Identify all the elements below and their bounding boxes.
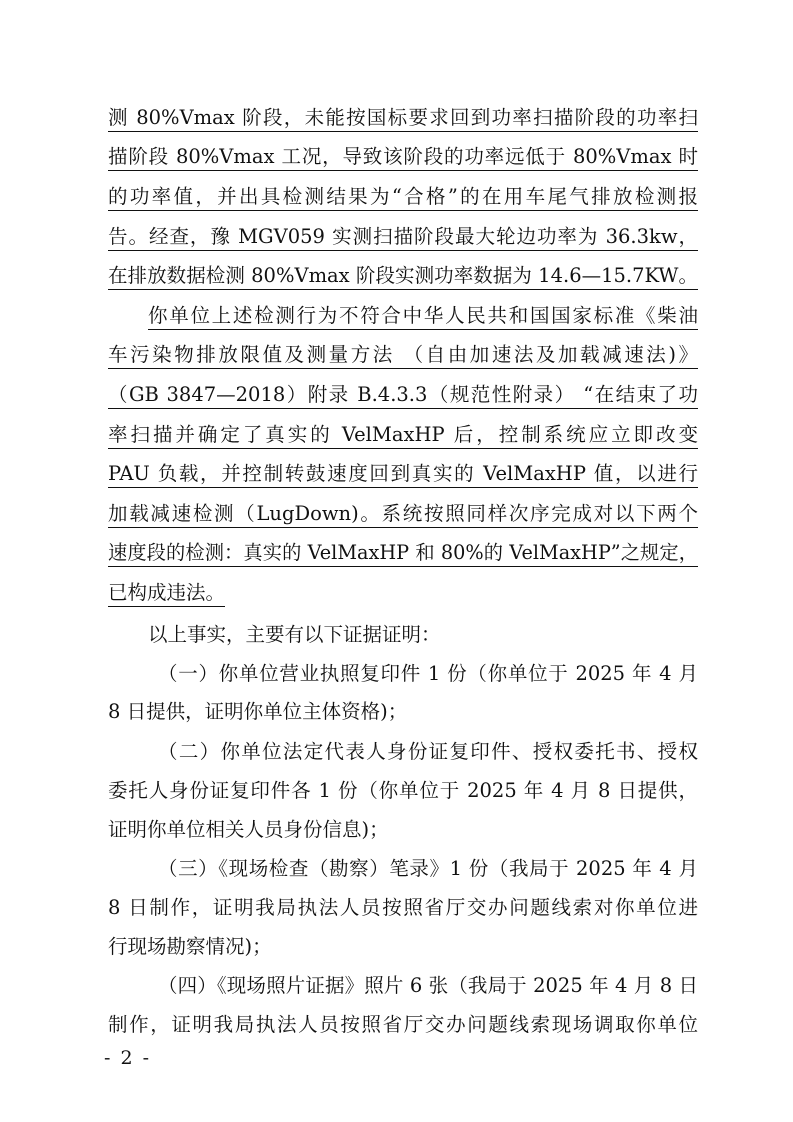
- legal-basis-line-1: 你单位上述检测行为不符合中华人民共和国国家标准《柴油: [148, 304, 698, 328]
- legal-basis-line-4: 率扫描并确定了真实的 VelMaxHP 后，控制系统应立即改变: [108, 423, 698, 447]
- evidence-item-4-line-2: 制作，证明我局执法人员按照省厅交办问题线索现场调取你单位: [108, 1013, 698, 1036]
- legal-basis-line-6: 加载减速检测（LugDown)。系统按照同样次序完成对以下两个: [108, 502, 698, 526]
- violation-line-3: 的功率值，并出具检测结果为“合格”的在用车尾气排放检测报: [108, 185, 698, 209]
- evidence-item-3-line-1: （三）《现场检查（勘察）笔录》1 份（我局于 2025 年 4 月: [158, 857, 698, 880]
- page-number: - 2 -: [104, 1047, 152, 1069]
- legal-basis-line-8: 已构成违法。: [108, 581, 698, 605]
- evidence-item-2-line-3: 证明你单位相关人员身份信息)；: [108, 818, 389, 841]
- violation-line-2: 描阶段 80%Vmax 工况，导致该阶段的功率远低于 80%Vmax 时: [108, 145, 698, 169]
- evidence-item-2-line-1: （二）你单位法定代表人身份证复印件、授权委托书、授权: [158, 740, 698, 763]
- evidence-item-3-line-2: 8 日制作，证明我局执法人员按照省厅交办问题线索对你单位进: [108, 896, 698, 919]
- legal-basis-line-7: 速度段的检测：真实的 VelMaxHP 和 80%的 VelMaxHP”之规定，: [108, 541, 698, 565]
- evidence-intro: 以上事实，主要有以下证据证明：: [148, 623, 441, 646]
- evidence-item-4-line-1: （四）《现场照片证据》照片 6 张（我局于 2025 年 4 月 8 日: [158, 974, 698, 997]
- evidence-item-3-line-3: 行现场勘察情况)；: [108, 935, 272, 958]
- violation-line-5: 在排放数据检测 80%Vmax 阶段实测功率数据为 14.6—15.7KW。: [108, 264, 698, 288]
- evidence-item-1-line-2: 8 日提供，证明你单位主体资格)；: [108, 700, 408, 723]
- legal-basis-line-2: 车污染物排放限值及测量方法 （自由加速法及加载减速法)》: [108, 343, 698, 367]
- legal-basis-line-5: PAU 负载，并控制转鼓速度回到真实的 VelMaxHP 值，以进行: [108, 462, 698, 486]
- violation-line-4: 告。经查，豫 MGV059 实测扫描阶段最大轮边功率为 36.3kw，: [108, 225, 698, 249]
- evidence-item-1-line-1: （一）你单位营业执照复印件 1 份（你单位于 2025 年 4 月: [158, 662, 698, 685]
- violation-line-1: 测 80%Vmax 阶段，未能按国标要求回到功率扫描阶段的功率扫: [108, 106, 698, 130]
- legal-basis-line-3: （GB 3847—2018）附录 B.4.3.3（规范性附录） “在结束了功: [108, 383, 698, 407]
- evidence-item-2-line-2: 委托人身份证复印件各 1 份（你单位于 2025 年 4 月 8 日提供，: [108, 779, 698, 802]
